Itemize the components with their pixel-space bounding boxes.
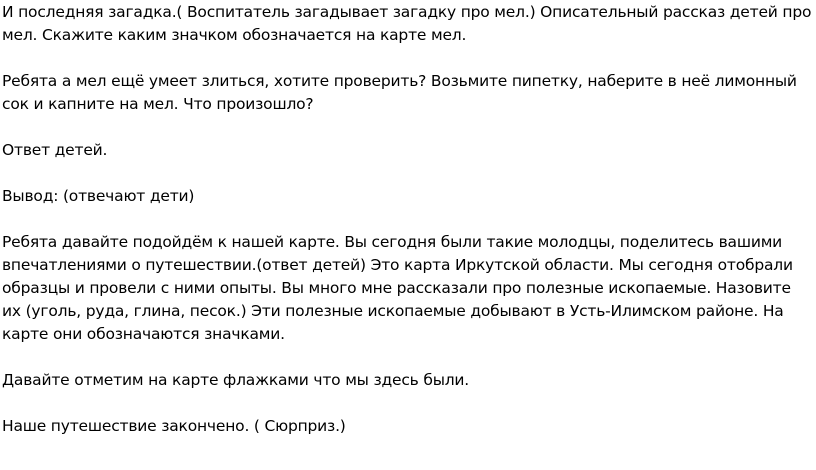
paragraph-children-answer: Ответ детей.	[2, 141, 108, 159]
paragraph-riddle: И последняя загадка.( Воспитатель загадывает загадку про мел.) Описательный рассказ детей про мел. Скажите каким значком обозначается на карте мел.	[2, 3, 812, 44]
paragraph-chalk-experiment: Ребята а мел ещё умеет злиться, хотите проверить? Возьмите пипетку, наберите в неё лимонный сок и капните на мел. Что произошло?	[2, 72, 797, 113]
paragraph-ending: Наше путешествие закончено. ( Сюрприз.)	[2, 417, 346, 435]
paragraph-flags: Давайте отметим на карте флажками что мы здесь были.	[2, 371, 470, 389]
paragraph-conclusion: Вывод: (отвечают дети)	[2, 187, 195, 205]
paragraph-map: Ребята давайте подойдём к нашей карте. Вы сегодня были такие молодцы, поделитесь вашими впечатлениями о путешествии.(ответ детей) Это карта Иркутской области. Мы сегодня отобрали образцы и провели с ними опыты. Вы много мне рассказали про полезные ископаемые. Назовите их (уголь, руда, глина, песок.) Эти полезные ископаемые добывают в Усть-Илимском районе. На карте они обозначаются значками.	[2, 233, 793, 343]
